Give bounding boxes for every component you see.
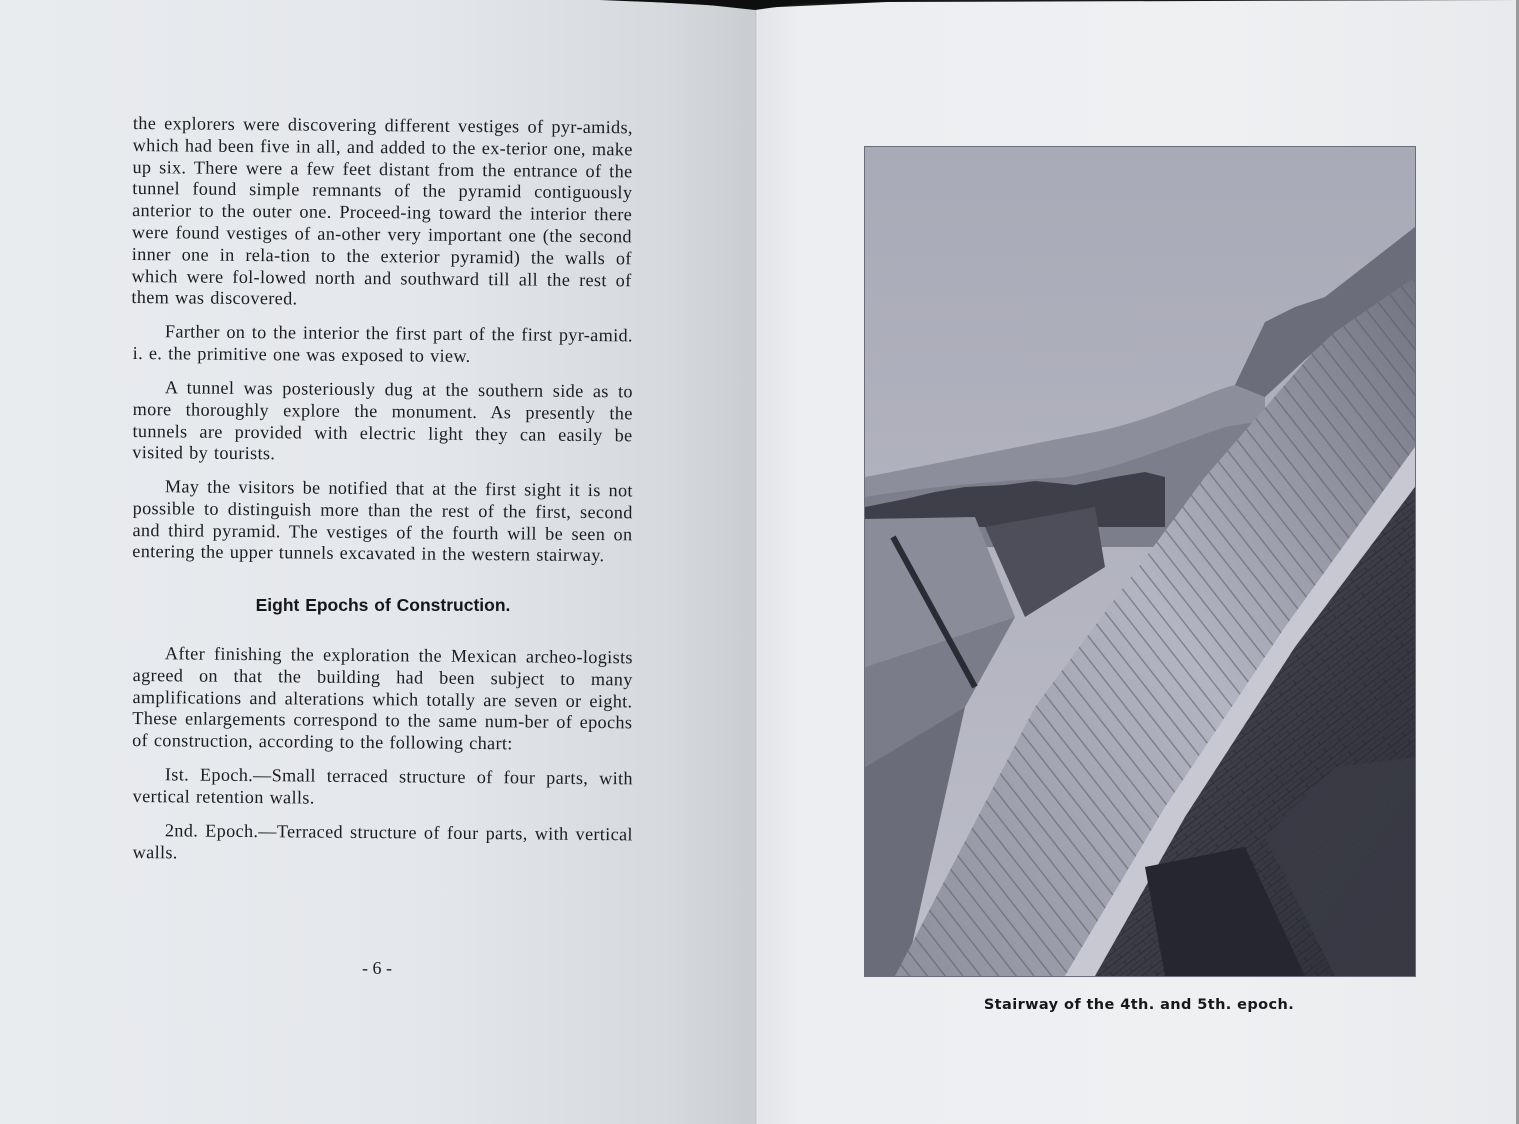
paragraph: A tunnel was posteriously dug at the southern side as to more thoroughly explore the monument. As presently the tunnels are provided with electric light they can easily be visited by tourists. — [132, 377, 633, 464]
paragraph: the explorers were discovering different vestiges of pyr-amids, which had been five in all, and added to the ex-terior one, make up six. There were a few feet distant from the entrance of the tunnel found simple remnants of the pyramid contiguously anterior to the outer one. Proceed-ing toward the interior there were found vestiges of an-other very important one (the second inner one in rela-tion to the exterior pyramid) the walls of which were fol-lowed north and southward till all the rest of them was discovered. — [131, 113, 633, 309]
page-number: - 6 - — [362, 958, 392, 978]
paragraph: Farther on to the interior the first part of the first pyr-amid. i. e. the primitive one was exposed to view. — [132, 321, 633, 366]
section-heading: Eight Epochs of Construction. — [255, 595, 511, 616]
photo-caption: Stairway of the 4th. and 5th. epoch. — [983, 997, 1295, 1013]
epoch-entry: Ist. Epoch.—Small terraced structure of four parts, with vertical retention walls. — [132, 764, 633, 808]
paragraph: After finishing the exploration the Mexican archeo-logists agreed on that the building had been subject to many amplifications and alterations which totally are seven or eight. These enlargements correspond to the same num-ber of epochs of construction, according to the following chart: — [132, 643, 633, 754]
epoch-entry: 2nd. Epoch.—Terraced structure of four parts, with vertical walls. — [132, 819, 633, 862]
paragraph: May the visitors be notified that at the first sight it is not possible to distinguish more than the rest of the first, second and third pyramid. The vestiges of the fourth will be seen on entering the upper tunnels excavated in the western stairway. — [132, 476, 633, 566]
left-page-text — [133, 113, 633, 875]
pyramid-stairway-photo — [864, 146, 1416, 977]
book-gutter — [755, 8, 758, 1124]
